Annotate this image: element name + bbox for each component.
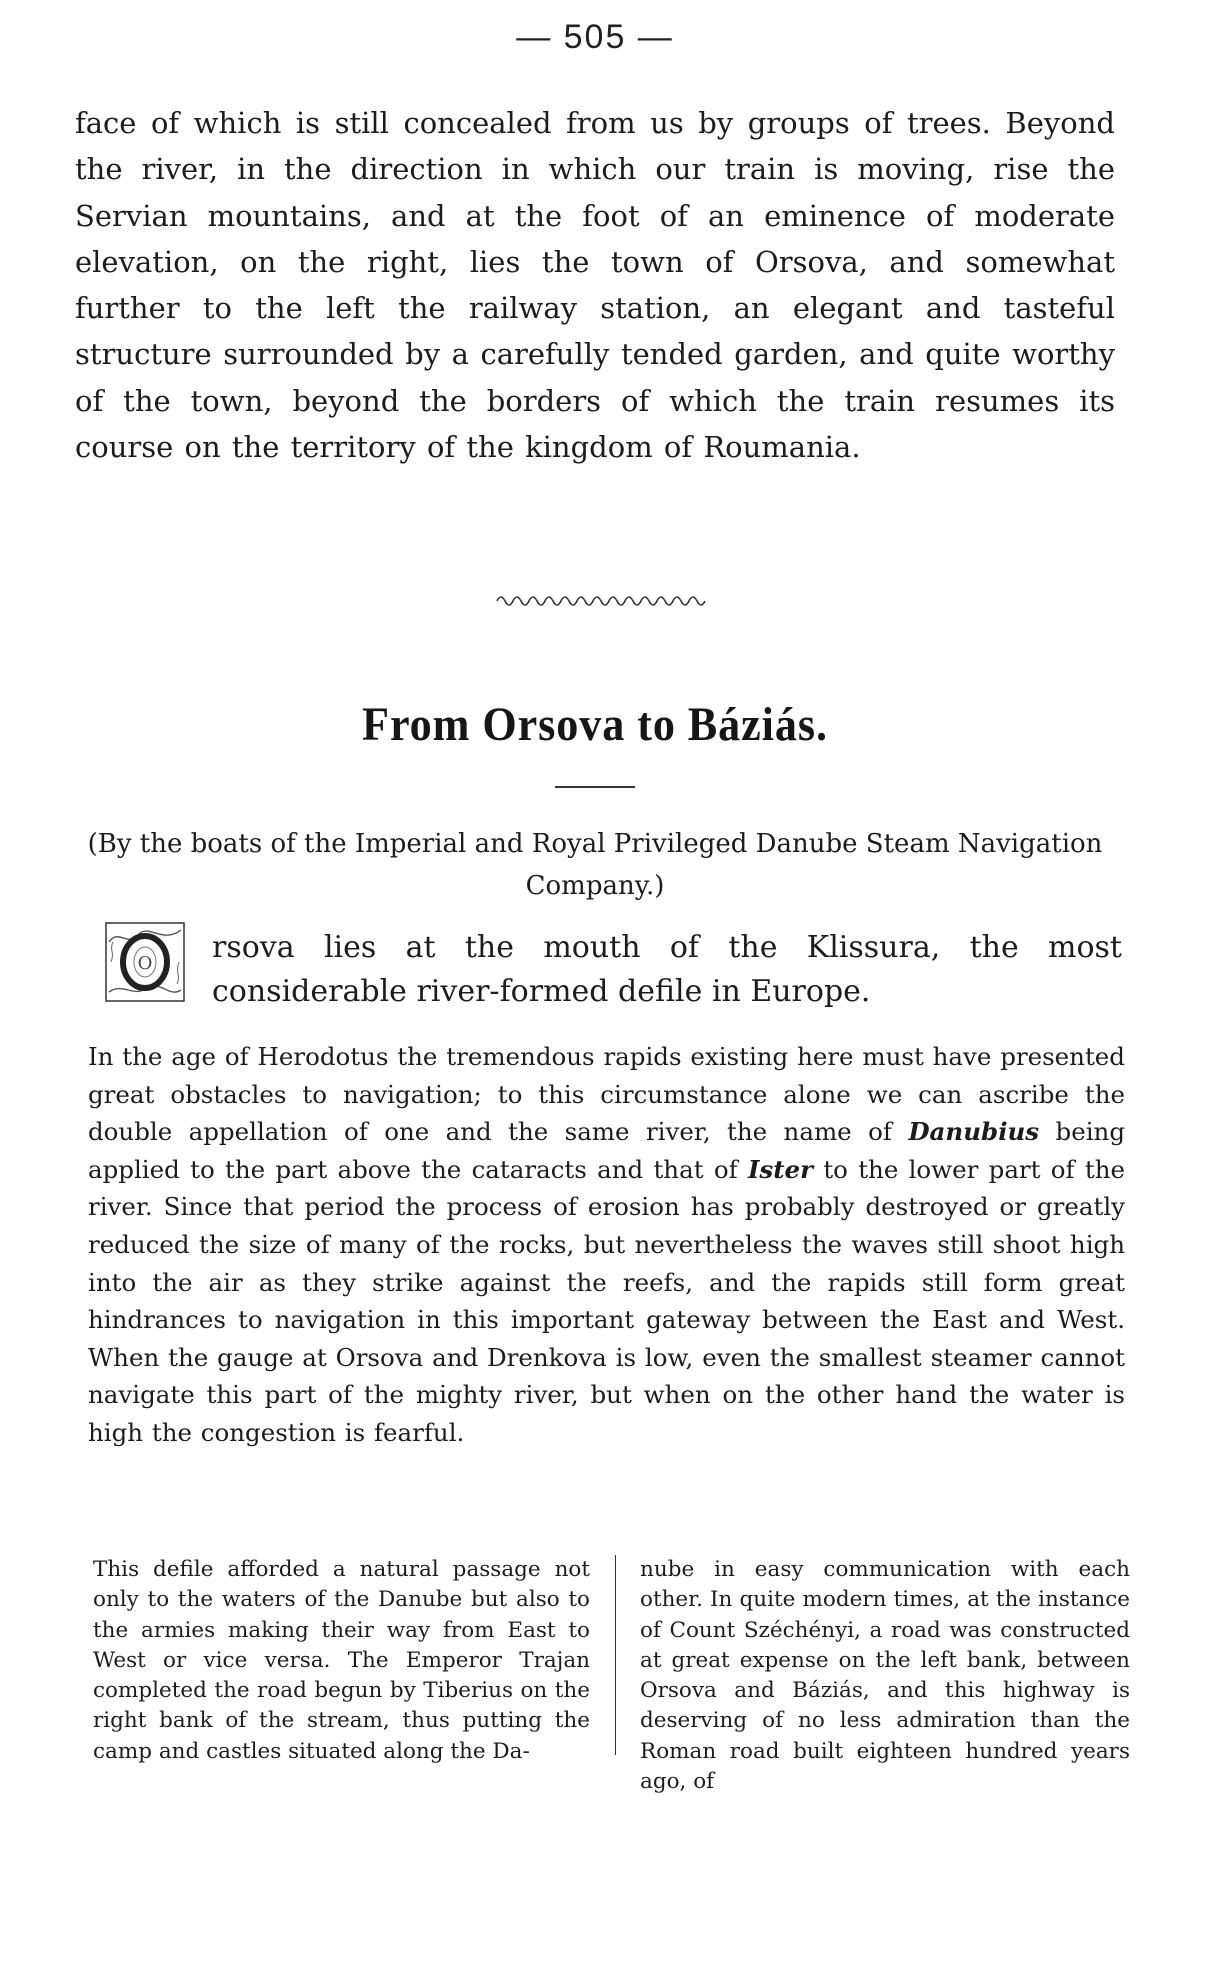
section-subtitle: (By the boats of the Imperial and Royal Privileged Danube Steam Navigation Company.) — [87, 829, 1103, 901]
section-heading: From Orsova to Báziás. — [362, 698, 828, 751]
footnote-column-left: This defile afforded a natural passage not only to the waters of the Danube but also to the armies making their way from East to West or vice versa. The Emperor Trajan completed the road begun by Tiberius on the right bank of the stream, thus putting the camp and castles situated along the Da- — [93, 1557, 590, 1764]
intro-paragraph: rsova lies at the mouth of the Klissura, the most considerable river-formed defile in Europe. — [212, 930, 1122, 1009]
opening-paragraph-text: face of which is still concealed from us by groups of trees. Beyond the river, in the direction in which our train is moving, rise the Servian mountains, and at the foot of an eminence of moderate elevation, on the right, lies the town of Orsova, and somewhat further to the left the railway station, an elegant and tasteful structure surrounded by a carefully tended garden, and quite worthy of the town, beyond the borders of which the train resumes its course on the territory of the kingdom of Roumania. — [75, 106, 1115, 465]
wavy-ornament-divider — [495, 591, 710, 609]
main-text-part-1: In the age of Herodotus the tremendous rapids existing here must have presented great obstacles to navigation; to this circumstance alone we can ascribe the double appellation of one and the same river, the name of — [88, 1042, 1125, 1147]
footnote-column-right: nube in easy communication with each other. In quite modern times, at the instance of Count Széchényi, a road was constructed at great expense on the left bank, between Orsova and Báziás, and this highway is deserving of no less admiration than the Roman road built eighteen hundred years ago, of — [640, 1557, 1130, 1795]
heading-rule — [555, 786, 635, 788]
term-danubius: Danubius — [908, 1117, 1040, 1147]
drop-cap-letter: O — [137, 953, 153, 974]
page-number: — 505 — — [516, 18, 674, 56]
main-paragraph — [88, 1038, 1125, 1452]
term-ister: Ister — [747, 1154, 814, 1184]
decorated-initial-o-icon — [105, 922, 185, 1002]
main-text-part-3: to the lower part of the river. Since that period the process of erosion has probably destroyed or greatly reduced the size of many of the rocks, but nevertheless the waves still shoot high into the air as they strike against the reefs, and the rapids still form great hindrances to navigation in this important gateway between the East and West. When the gauge at Orsova and Drenkova is low, even the smallest steamer cannot navigate this part of the mighty river, but when on the other hand the water is high the congestion is fearful. — [88, 1154, 1125, 1447]
main-text-part-2: being applied to the part above the cataracts and that of — [88, 1117, 1125, 1184]
opening-paragraph — [75, 100, 1115, 470]
column-divider — [615, 1555, 616, 1755]
